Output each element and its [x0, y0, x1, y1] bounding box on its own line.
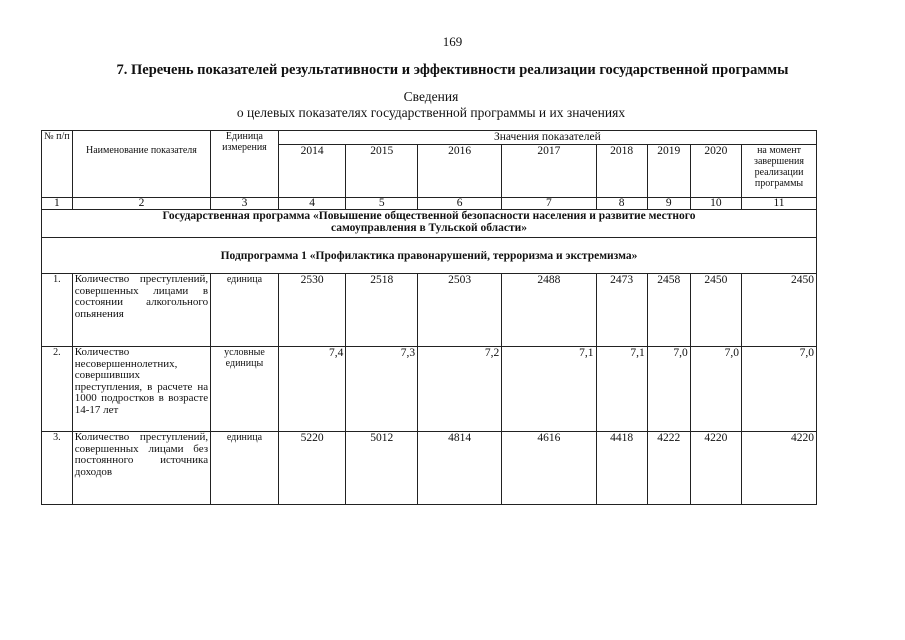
column-number: 9 — [647, 198, 690, 210]
indicator-value: 2503 — [418, 274, 502, 347]
indicator-value: 4418 — [596, 432, 647, 505]
subprogram-title: Подпрограмма 1 «Профилактика правонарушений, терроризма и экстремизма» — [42, 238, 817, 274]
indicator-value: 7,0 — [647, 347, 690, 432]
column-number: 4 — [278, 198, 346, 210]
section-title: 7. Перечень показателей результативности и эффективности реализации государственной программы — [116, 62, 789, 78]
indicator-value: 2473 — [596, 274, 647, 347]
column-number: 8 — [596, 198, 647, 210]
indicator-value: 2458 — [647, 274, 690, 347]
indicator-value: 7,4 — [278, 347, 346, 432]
header-year: 2020 — [690, 145, 741, 198]
indicator-value: 4220 — [690, 432, 741, 505]
column-number: 10 — [690, 198, 741, 210]
indicator-value: 2518 — [346, 274, 418, 347]
indicator-value: 7,0 — [742, 347, 817, 432]
table-row — [42, 274, 817, 347]
indicator-name: Количество преступлений, совершенных лицами без постоянного источника доходов — [72, 432, 210, 505]
column-number: 1 — [42, 198, 73, 210]
indicator-unit: единица — [211, 432, 279, 505]
header-year: 2014 — [278, 145, 346, 198]
header-col-name: Наименование показателя — [72, 131, 210, 198]
header-year: 2016 — [418, 145, 502, 198]
header-col-unit: Единица измерения — [211, 131, 279, 198]
column-number: 11 — [742, 198, 817, 210]
indicator-value: 2488 — [502, 274, 596, 347]
indicator-value: 4616 — [502, 432, 596, 505]
indicator-value: 5220 — [278, 432, 346, 505]
indicator-unit: условные единицы — [211, 347, 279, 432]
column-number: 2 — [72, 198, 210, 210]
header-year: 2019 — [647, 145, 690, 198]
header-values: Значения показателей — [278, 131, 816, 145]
indicator-value: 4220 — [742, 432, 817, 505]
indicator-value: 7,3 — [346, 347, 418, 432]
indicators-table — [41, 130, 817, 505]
header-final-col: на момент завершения реализации программы — [742, 145, 817, 198]
indicator-value: 2530 — [278, 274, 346, 347]
program-title: Государственная программа «Повышение общественной безопасности населения и развитие местного самоуправления в Тульской области» — [42, 210, 817, 238]
indicator-value: 4814 — [418, 432, 502, 505]
column-number: 6 — [418, 198, 502, 210]
indicator-value: 2450 — [742, 274, 817, 347]
indicator-value: 7,2 — [418, 347, 502, 432]
table-row — [42, 432, 817, 505]
header-year: 2015 — [346, 145, 418, 198]
header-year: 2018 — [596, 145, 647, 198]
page-number: 169 — [442, 34, 463, 49]
indicator-unit: единица — [211, 274, 279, 347]
indicator-value: 7,1 — [596, 347, 647, 432]
column-number: 5 — [346, 198, 418, 210]
row-number: 1. — [42, 274, 73, 347]
header-col-no: № п/п — [42, 131, 73, 198]
indicator-name: Количество преступлений, совершенных лицами в состоянии алкогольного опьянения — [72, 274, 210, 347]
indicator-value: 2450 — [690, 274, 741, 347]
subtitle-line-1: Сведения — [403, 89, 459, 104]
subtitle-line-2: о целевых показателях государственной программы и их значениях — [236, 105, 626, 120]
indicator-value: 7,1 — [502, 347, 596, 432]
row-number: 3. — [42, 432, 73, 505]
indicator-value: 5012 — [346, 432, 418, 505]
column-number: 3 — [211, 198, 279, 210]
indicator-value: 7,0 — [690, 347, 741, 432]
indicator-value: 4222 — [647, 432, 690, 505]
header-year: 2017 — [502, 145, 596, 198]
row-number: 2. — [42, 347, 73, 432]
indicator-name: Количество несовершеннолетних, совершивших преступления, в расчете на 1000 подростков в возрасте 14-17 лет — [72, 347, 210, 432]
column-number: 7 — [502, 198, 596, 210]
table-row — [42, 347, 817, 432]
